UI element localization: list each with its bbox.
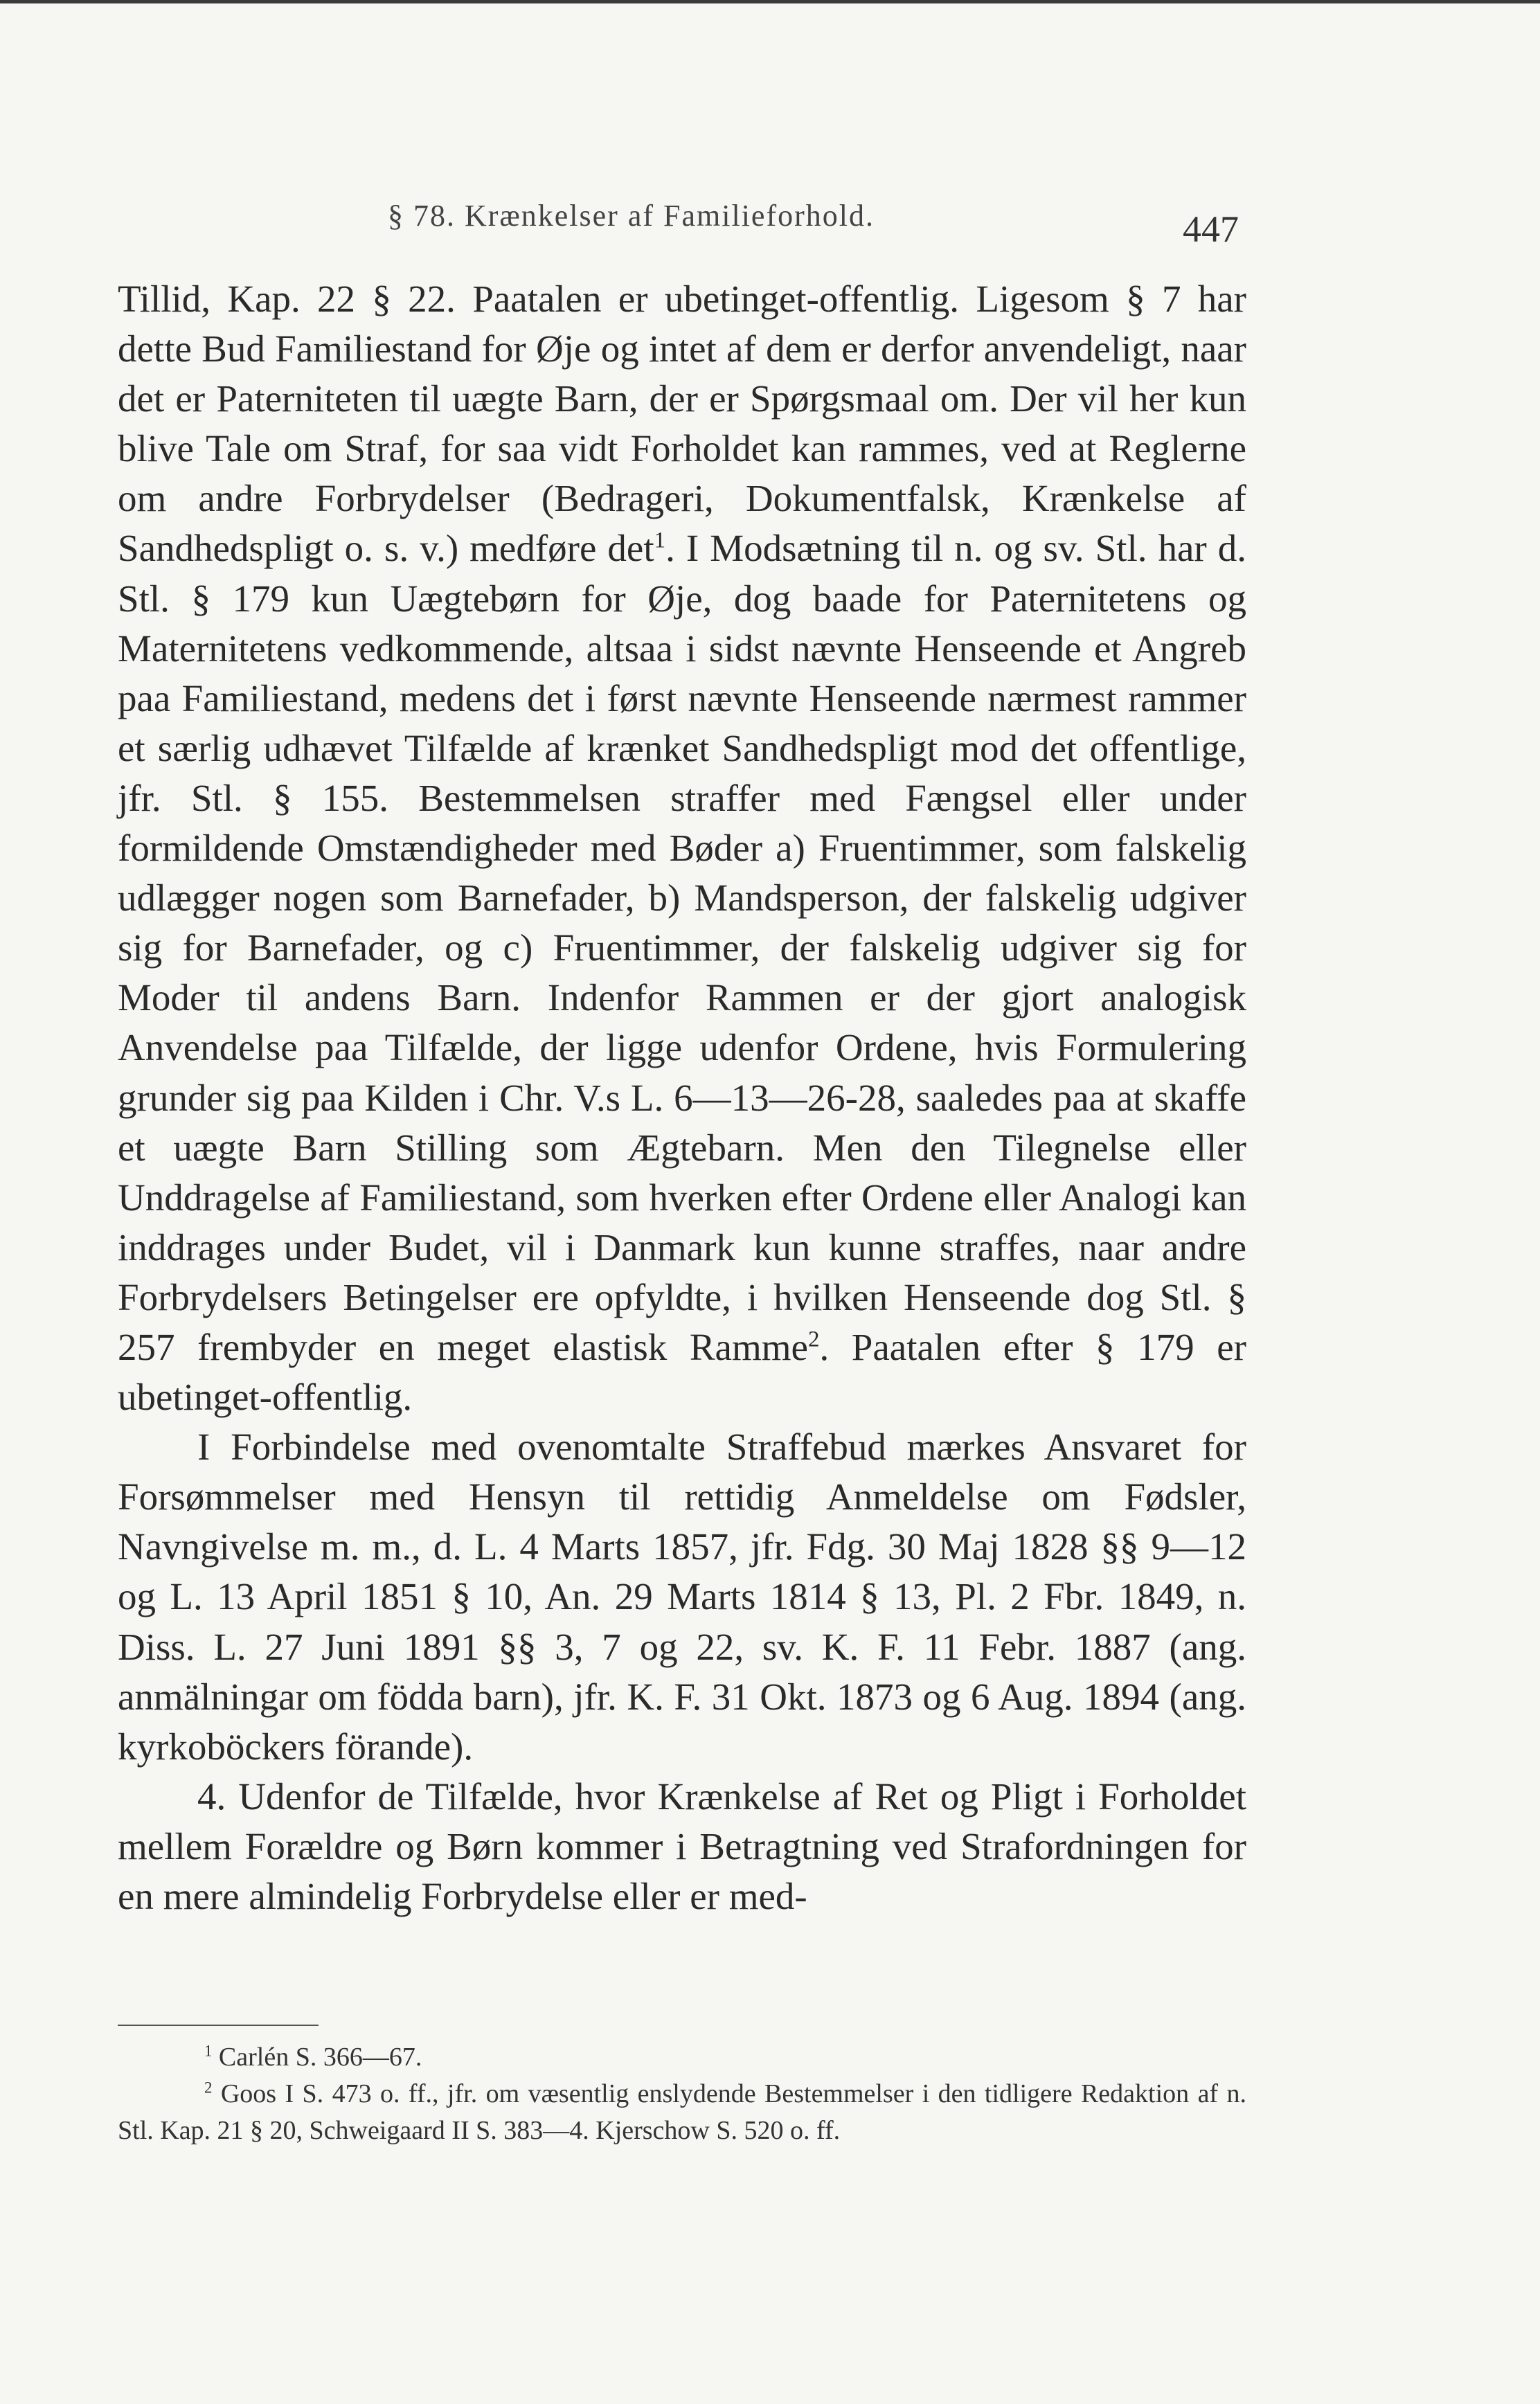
paragraph-1 <box>118 274 1246 1422</box>
paragraph-1-part-c: . Paatalen efter § 179 er ubetinget-offentlig. <box>118 1325 1246 1419</box>
scan-edge-line <box>0 0 1540 3</box>
footnote-2-text: Goos I S. 473 o. ff., jfr. om væsentlig enslydende Bestemmelser i den tidligere Redaktion af n. Stl. Kap. 21 § 20, Schweigaard II S. 383—4. Kjerschow S. 520 o. ff. <box>118 2079 1246 2145</box>
footnote-1-text: Carlén S. 366—67. <box>218 2043 422 2072</box>
footnote-ref-1: 1 <box>654 528 666 554</box>
footnote-2-mark: 2 <box>204 2079 213 2097</box>
paragraph-1-part-a: Tillid, Kap. 22 § 22. Paatalen er ubetinget-offentlig. Ligesom § 7 har dette Bud Familiestand for Øje og intet af dem er derfor anvendeligt, naar det er Paterniteten til uægte Barn, der er Spørgsmaal om. Der vil her kun blive Tale om Straf, for saa vidt Forholdet kan rammes, ved at Reglerne om andre Forbrydelser (Bedrageri, Dokumentfalsk, Krænkelse af Sandhedspligt o. s. v.) medføre det <box>118 278 1246 570</box>
footnote-1-mark: 1 <box>204 2042 213 2060</box>
footnote-ref-2: 2 <box>807 1327 820 1352</box>
footnotes <box>118 2039 1246 2149</box>
paragraph-3: 4. Udenfor de Tilfælde, hvor Krænkelse af Ret og Pligt i Forholdet mellem Forældre og Børn kommer i Betragtning ved Strafordningen for en mere almindelig Forbrydelse eller er med- <box>118 1775 1246 1917</box>
running-head: § 78. Krænkelser af Familieforhold. <box>388 199 875 233</box>
paragraph-1-part-b: . I Modsætning til n. og sv. Stl. har d. Stl. § 179 kun Uægtebørn for Øje, dog baade for Paternitetens og Maternitetens vedkommende, altsaa i sidst nævnte Henseende et Angreb paa Familiestand, medens det i først nævnte Henseende nærmest rammer et særlig udhævet Tilfælde af krænket Sandhedspligt mod det offentlige, jfr. Stl. § 155. Bestemmelsen straffer med Fængsel eller under formildende Omstændigheder med Bøder a) Fruentimmer, som falskelig udlægger nogen som Barnefader, b) Mandsperson, der falskelig udgiver sig for Barnefader, og c) Fruentimmer, der falskelig udgiver sig for Moder til andens Barn. Indenfor Rammen er der gjort analogisk Anvendelse paa Tilfælde, der ligge udenfor Ordene, hvis Formulering grunder sig paa Kilden i Chr. V.s L. 6—13—26-28, saaledes paa at skaffe et uægte Barn Stilling som Ægtebarn. Men den Tilegnelse eller Unddragelse af Familiestand, som hverken efter Ordene eller Analogi kan inddrages under Budet, vil i Danmark kun kunne straffes, naar andre Forbrydelsers Betingelser ere opfyldte, i hvilken Henseende dog Stl. § 257 frembyder en meget elastisk Ramme <box>118 527 1247 1368</box>
paragraph-2: I Forbindelse med ovenomtalte Straffebud mærkes Ansvaret for Forsømmelser med Hensyn til rettidig Anmeldelse om Fødsler, Navngivelse m. m., d. L. 4 Marts 1857, jfr. Fdg. 30 Maj 1828 §§ 9—12 og L. 13 April 1851 § 10, An. 29 Marts 1814 § 13, Pl. 2 Fbr. 1849, n. Diss. L. 27 Juni 1891 §§ 3, 7 og 22, sv. K. F. 11 Febr. 1887 (ang. anmälningar om födda barn), jfr. K. F. 31 Okt. 1873 og 6 Aug. 1894 (ang. kyrkoböckers förande). <box>118 1426 1246 1768</box>
page-number: 447 <box>1183 208 1239 250</box>
footnote-2 <box>118 2076 1246 2149</box>
footnote-1 <box>118 2039 1246 2076</box>
footnote-divider <box>118 2025 319 2026</box>
body-text <box>118 274 1246 1921</box>
